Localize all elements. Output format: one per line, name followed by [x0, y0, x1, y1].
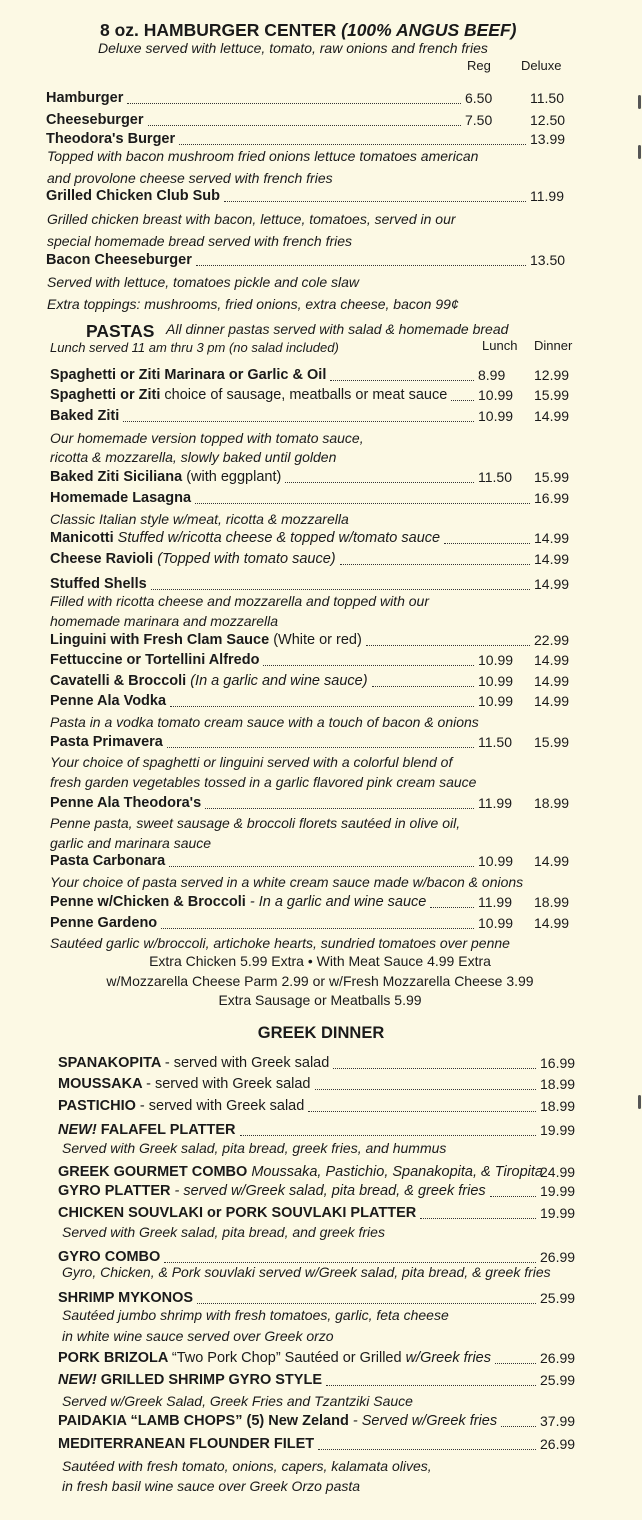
- pastas-item-row: [50, 632, 600, 652]
- pastas-item-description: fresh garden vegetables tossed in a garlic flavored pink cream sauce: [50, 774, 477, 790]
- pastas-price-2: 15.99: [534, 734, 570, 750]
- pastas-item-description: Filled with ricotta cheese and mozzarella and topped with our: [50, 593, 429, 609]
- pastas-item-row: [50, 734, 600, 754]
- greek-item-name: [58, 1372, 322, 1388]
- greek-item-name: [58, 1098, 304, 1114]
- dotted-leader: [285, 482, 474, 483]
- hamburger-title-emphasis: (100% ANGUS BEEF): [341, 20, 517, 40]
- dotted-leader: [366, 645, 530, 646]
- pastas-price-1: 10.99: [478, 853, 514, 869]
- pastas-item-name: [50, 367, 326, 383]
- hamburger-item-title: Theodora's Burger: [46, 131, 176, 147]
- pastas-price-2: 12.99: [534, 367, 570, 383]
- greek-item-name: [58, 1350, 491, 1366]
- dotted-leader: [326, 1385, 536, 1386]
- greek-item-description: Gyro, Chicken, & Pork souvlaki served w/Greek salad, pita bread, & greek fries: [62, 1264, 551, 1280]
- greek-item-row: [58, 1436, 600, 1456]
- hamburger-subtitle: Deluxe served with lettuce, tomato, raw onions and french fries: [98, 40, 488, 56]
- pastas-item-detail: (In a garlic and wine sauce): [190, 673, 368, 689]
- greek-item-title: MOUSSAKA: [58, 1076, 143, 1092]
- dotted-leader: [161, 928, 474, 929]
- greek-item-row: [58, 1122, 600, 1142]
- dotted-leader: [205, 808, 474, 809]
- dotted-leader: [495, 1363, 536, 1364]
- pastas-item-title: Pasta Primavera: [50, 734, 163, 750]
- pastas-item-row: [50, 853, 600, 873]
- pastas-item-name: [50, 693, 166, 709]
- pastas-item-description: Pasta in a vodka tomato cream sauce with a touch of bacon & onions: [50, 714, 479, 730]
- pastas-price-2: 14.99: [534, 408, 570, 424]
- pastas-price-1: 10.99: [478, 915, 514, 931]
- pastas-col-dinner: Dinner: [534, 338, 573, 353]
- greek-item-title: PORK BRIZOLA: [58, 1350, 168, 1366]
- hamburger-item-title: Cheeseburger: [46, 112, 144, 128]
- greek-item-description: in fresh basil wine sauce over Greek Orzo pasta: [62, 1478, 361, 1494]
- pastas-item-detail: (Topped with tomato sauce): [157, 551, 336, 567]
- hamburger-price-1: 6.50: [465, 90, 493, 106]
- pastas-item-name: [50, 551, 336, 567]
- pastas-price-2: 14.99: [534, 693, 570, 709]
- pastas-item-description: Your choice of spaghetti or linguini served with a colorful blend of: [50, 754, 453, 770]
- pastas-item-row: [50, 367, 600, 387]
- greek-item-description: in white wine sauce served over Greek orzo: [62, 1328, 334, 1344]
- scan-edge-mark: [638, 95, 641, 109]
- greek-item-description: Served with Greek salad, pita bread, greek fries, and hummus: [62, 1140, 447, 1156]
- greek-item-description: Served with Greek salad, pita bread, and greek fries: [62, 1224, 385, 1240]
- pastas-price-2: 15.99: [534, 387, 570, 403]
- pastas-item-title: Penne w/Chicken & Broccoli: [50, 894, 246, 910]
- pastas-item-name: [50, 915, 157, 931]
- hamburger-col-deluxe: Deluxe: [521, 58, 562, 73]
- pastas-item-description: Our homemade version topped with tomato sauce,: [50, 430, 364, 446]
- dotted-leader: [164, 1262, 536, 1263]
- pastas-price-2: 14.99: [534, 652, 570, 668]
- greek-price-2: 19.99: [540, 1183, 576, 1199]
- dotted-leader: [240, 1135, 537, 1136]
- dotted-leader: [197, 1303, 536, 1304]
- pastas-item-name: [50, 894, 426, 910]
- greek-price-2: 16.99: [540, 1055, 576, 1071]
- hamburger-item-description: Topped with bacon mushroom fried onions lettuce tomatoes american: [47, 148, 479, 164]
- pastas-item-row: [50, 408, 600, 428]
- hamburger-item-name: [46, 90, 123, 106]
- greek-item-title: SHRIMP MYKONOS: [58, 1290, 194, 1306]
- dotted-leader: [167, 747, 474, 748]
- pastas-item-description: Your choice of pasta served in a white cream sauce made w/bacon & onions: [50, 874, 524, 890]
- dotted-leader: [127, 103, 461, 104]
- greek-price-2: 37.99: [540, 1413, 576, 1429]
- pastas-item-title: Baked Ziti: [50, 408, 120, 424]
- dotted-leader: [340, 564, 530, 565]
- pastas-price-1: 10.99: [478, 387, 514, 403]
- pastas-item-title: Spaghetti or Ziti Marinara or Garlic & Oil: [50, 367, 327, 383]
- greek-price-2: 18.99: [540, 1076, 576, 1092]
- pastas-item-row: [50, 795, 600, 815]
- pastas-price-1: 8.99: [478, 367, 506, 383]
- greek-item-row: [58, 1205, 600, 1225]
- greek-item-detail: “Two Pork Chop” Sautéed or Grilled: [171, 1350, 402, 1366]
- pastas-item-name: [50, 469, 281, 485]
- hamburger-price-2: 11.50: [530, 90, 564, 106]
- pastas-price-1: 11.99: [478, 894, 512, 910]
- hamburger-item-description: Extra toppings: mushrooms, fried onions, extra cheese, bacon 99¢: [47, 296, 459, 312]
- dotted-leader: [224, 201, 526, 202]
- hamburger-item-row: [46, 252, 600, 272]
- hamburger-item-row: [46, 112, 600, 132]
- greek-item-detail: - served with Greek salad: [164, 1055, 330, 1071]
- pastas-item-description: Sautéed garlic w/broccoli, artichoke hearts, sundried tomatoes over penne: [50, 935, 510, 951]
- pastas-item-title: Baked Ziti Siciliana: [50, 469, 183, 485]
- dotted-leader: [263, 665, 474, 666]
- dotted-leader: [315, 1089, 537, 1090]
- greek-item-name: [58, 1413, 497, 1429]
- pastas-item-detail: - In a garlic and wine sauce: [249, 894, 427, 910]
- pastas-item-name: [50, 408, 119, 424]
- greek-item-row: [58, 1164, 600, 1184]
- dotted-leader: [179, 144, 526, 145]
- hamburger-price-2: 12.50: [530, 112, 566, 128]
- greek-price-2: 19.99: [540, 1122, 576, 1138]
- greek-item-title: SPANAKOPITA: [58, 1055, 161, 1071]
- greek-section-title: GREEK DINNER: [257, 1024, 385, 1042]
- pastas-item-title: Penne Ala Theodora's: [50, 795, 202, 811]
- pastas-item-row: [50, 551, 600, 571]
- greek-item-title: CHICKEN SOUVLAKI or PORK SOUVLAKI PLATTER: [58, 1205, 417, 1221]
- greek-item-name: [58, 1076, 311, 1092]
- greek-item-title: PASTICHIO: [58, 1098, 136, 1114]
- pastas-item-name: [50, 576, 147, 592]
- hamburger-price-2: 11.99: [530, 188, 564, 204]
- greek-item-row: [58, 1372, 600, 1392]
- pastas-item-title: Pasta Carbonara: [50, 853, 166, 869]
- pastas-item-row: [50, 673, 600, 693]
- greek-item-row: [58, 1055, 600, 1075]
- pastas-col-lunch: Lunch: [482, 338, 518, 353]
- pastas-price-2: 18.99: [534, 894, 570, 910]
- greek-item-name: [58, 1183, 486, 1199]
- hamburger-col-reg: Reg: [467, 58, 491, 73]
- pastas-item-name: [50, 853, 165, 869]
- dotted-leader: [490, 1196, 536, 1197]
- pastas-extras-line: w/Mozzarella Cheese Parm 2.99 or w/Fresh Mozzarella Cheese 3.99: [106, 973, 534, 989]
- pastas-item-row: [50, 469, 600, 489]
- hamburger-item-name: [46, 188, 220, 204]
- greek-item-name: [58, 1205, 416, 1221]
- hamburger-price-2: 13.99: [530, 131, 566, 147]
- greek-item-detail: - served with Greek salad: [139, 1098, 305, 1114]
- greek-item-title: GYRO COMBO: [58, 1249, 161, 1265]
- pastas-price-1: 10.99: [478, 673, 514, 689]
- pastas-price-1: 11.50: [478, 734, 512, 750]
- pastas-item-description: garlic and marinara sauce: [50, 835, 212, 851]
- dotted-leader: [170, 706, 474, 707]
- greek-item-name: [58, 1122, 236, 1138]
- pastas-price-2: 14.99: [534, 673, 570, 689]
- greek-item-name: [58, 1164, 543, 1180]
- pastas-item-detail: Stuffed w/ricotta cheese & topped w/tomato sauce: [117, 530, 441, 546]
- pastas-price-2: 16.99: [534, 490, 570, 506]
- pastas-item-detail: (with eggplant): [186, 469, 282, 485]
- pastas-item-title: Homemade Lasagna: [50, 490, 192, 506]
- dotted-leader: [196, 265, 526, 266]
- scan-edge-mark: [638, 1095, 641, 1109]
- pastas-price-1: 10.99: [478, 408, 514, 424]
- new-badge: NEW!: [58, 1122, 97, 1138]
- pastas-item-description: ricotta & mozzarella, slowly baked until golden: [50, 449, 337, 465]
- hamburger-section-title: [100, 20, 517, 41]
- pastas-title-text: PASTAS: [86, 321, 155, 341]
- dotted-leader: [501, 1426, 536, 1427]
- hamburger-item-name: [46, 112, 144, 128]
- greek-item-row: [58, 1098, 600, 1118]
- hamburger-item-description: and provolone cheese served with french fries: [47, 170, 333, 186]
- pastas-item-name: [50, 530, 440, 546]
- greek-item-detail: - Served w/Greek fries: [352, 1413, 498, 1429]
- greek-item-description: Sautéed with fresh tomato, onions, capers, kalamata olives,: [62, 1458, 432, 1474]
- scan-edge-mark: [638, 145, 641, 159]
- greek-item-row: [58, 1413, 600, 1433]
- dotted-leader: [123, 421, 474, 422]
- greek-price-2: 26.99: [540, 1436, 576, 1452]
- greek-item-title: GREEK GOURMET COMBO: [58, 1164, 248, 1180]
- pastas-item-description: Classic Italian style w/meat, ricotta & mozzarella: [50, 511, 349, 527]
- pastas-item-title: Cheese Ravioli: [50, 551, 154, 567]
- pastas-item-detail: choice of sausage, meatballs or meat sauce: [164, 387, 448, 403]
- new-badge: NEW!: [58, 1372, 97, 1388]
- hamburger-item-title: Hamburger: [46, 90, 124, 106]
- dotted-leader: [330, 380, 474, 381]
- pastas-item-row: [50, 693, 600, 713]
- greek-price-2: 25.99: [540, 1290, 576, 1306]
- greek-item-title: PAIDAKIA “LAMB CHOPS” (5) New Zeland: [58, 1413, 349, 1429]
- hamburger-item-title: Bacon Cheeseburger: [46, 252, 192, 268]
- greek-price-2: 26.99: [540, 1350, 576, 1366]
- dotted-leader: [420, 1218, 536, 1219]
- pastas-item-title: Cavatelli & Broccoli: [50, 673, 187, 689]
- pastas-extras-line: Extra Chicken 5.99 Extra • With Meat Sauce 4.99 Extra: [149, 953, 491, 969]
- greek-item-title: MEDITERRANEAN FLOUNDER FILET: [58, 1436, 315, 1452]
- pastas-item-row: [50, 915, 600, 935]
- hamburger-item-description: Grilled chicken breast with bacon, lettuce, tomatoes, served in our: [47, 211, 456, 227]
- dotted-leader: [430, 907, 474, 908]
- greek-item-row: [58, 1076, 600, 1096]
- pastas-item-name: [50, 795, 201, 811]
- pastas-price-2: 14.99: [534, 853, 570, 869]
- dotted-leader: [151, 589, 530, 590]
- pastas-section-title: [86, 321, 154, 342]
- hamburger-price-2: 13.50: [530, 252, 566, 268]
- pastas-item-title: Linguini with Fresh Clam Sauce: [50, 632, 270, 648]
- pastas-price-2: 14.99: [534, 551, 570, 567]
- pastas-item-row: [50, 490, 600, 510]
- greek-item-name: [58, 1290, 193, 1306]
- greek-item-description: Served w/Greek Salad, Greek Fries and Tzantziki Sauce: [62, 1393, 413, 1409]
- dotted-leader: [318, 1449, 536, 1450]
- pastas-item-description: Penne pasta, sweet sausage & broccoli florets sautéed in olive oil,: [50, 815, 461, 831]
- hamburger-item-description: Served with lettuce, tomatoes pickle and cole slaw: [47, 274, 360, 290]
- pastas-item-name: [50, 673, 368, 689]
- pastas-price-1: 10.99: [478, 693, 514, 709]
- pastas-item-title: Penne Ala Vodka: [50, 693, 167, 709]
- dotted-leader: [148, 125, 461, 126]
- greek-item-name: [58, 1249, 160, 1265]
- dotted-leader: [308, 1111, 536, 1112]
- greek-item-title: GYRO PLATTER: [58, 1183, 171, 1199]
- greek-price-2: 19.99: [540, 1205, 576, 1221]
- hamburger-item-description: special homemade bread served with french fries: [47, 233, 353, 249]
- hamburger-item-title: Grilled Chicken Club Sub: [46, 188, 221, 204]
- pastas-item-row: [50, 387, 600, 407]
- pastas-item-name: [50, 734, 163, 750]
- pastas-price-1: 11.50: [478, 469, 512, 485]
- dotted-leader: [372, 686, 474, 687]
- hamburger-item-row: [46, 188, 600, 208]
- dotted-leader: [195, 503, 530, 504]
- greek-item-name: [58, 1055, 329, 1071]
- pastas-extras-line: Extra Sausage or Meatballs 5.99: [218, 992, 422, 1008]
- pastas-item-name: [50, 490, 191, 506]
- pastas-item-title: Stuffed Shells: [50, 576, 147, 592]
- greek-item-detail: - served w/Greek salad, pita bread, & greek fries: [174, 1183, 486, 1199]
- greek-item-row: [58, 1350, 600, 1370]
- pastas-item-name: [50, 632, 362, 648]
- pastas-price-2: 15.99: [534, 469, 570, 485]
- pastas-price-2: 18.99: [534, 795, 570, 811]
- greek-price-2: 18.99: [540, 1098, 576, 1114]
- greek-item-name: [58, 1436, 314, 1452]
- dotted-leader: [444, 543, 530, 544]
- greek-item-detail-note: w/Greek fries: [405, 1350, 491, 1366]
- pastas-price-2: 22.99: [534, 632, 570, 648]
- hamburger-title-text: 8 oz. HAMBURGER CENTER: [100, 20, 337, 40]
- greek-item-row: [58, 1183, 600, 1203]
- hamburger-item-name: [46, 131, 175, 147]
- hamburger-price-1: 7.50: [465, 112, 493, 128]
- greek-price-2: 25.99: [540, 1372, 576, 1388]
- dotted-leader: [451, 400, 474, 401]
- pastas-price-1: 10.99: [478, 652, 514, 668]
- pastas-item-detail: (White or red): [273, 632, 362, 648]
- greek-price-2: 24.99: [540, 1164, 576, 1180]
- pastas-price-2: 14.99: [534, 530, 570, 546]
- pastas-lunch-note: Lunch served 11 am thru 3 pm (no salad included): [50, 340, 339, 355]
- pastas-price-2: 14.99: [534, 915, 570, 931]
- hamburger-item-row: [46, 90, 600, 110]
- pastas-item-name: [50, 387, 447, 403]
- greek-item-detail: Moussakа, Pastichio, Spanakopita, & Tiropita: [251, 1164, 543, 1180]
- pastas-price-2: 14.99: [534, 576, 570, 592]
- dotted-leader: [169, 866, 474, 867]
- pastas-item-title: Fettuccine or Tortellini Alfredo: [50, 652, 260, 668]
- pastas-item-row: [50, 652, 600, 672]
- pastas-price-1: 11.99: [478, 795, 512, 811]
- hamburger-item-name: [46, 252, 192, 268]
- pastas-item-row: [50, 894, 600, 914]
- greek-item-detail: - served with Greek salad: [146, 1076, 311, 1092]
- pastas-item-title: Spaghetti or Ziti: [50, 387, 161, 403]
- greek-item-title: GRILLED SHRIMP GYRO STYLE: [100, 1372, 322, 1388]
- pastas-subtitle: All dinner pastas served with salad & homemade bread: [166, 321, 509, 337]
- pastas-item-title: Manicotti: [50, 530, 114, 546]
- greek-item-description: Sautéed jumbo shrimp with fresh tomatoes, garlic, feta cheese: [62, 1307, 449, 1323]
- dotted-leader: [333, 1068, 536, 1069]
- pastas-item-title: Penne Gardeno: [50, 915, 158, 931]
- pastas-item-row: [50, 530, 600, 550]
- pastas-item-name: [50, 652, 259, 668]
- greek-item-title: FALAFEL PLATTER: [100, 1122, 236, 1138]
- pastas-item-description: homemade marinara and mozzarella: [50, 613, 278, 629]
- greek-price-2: 26.99: [540, 1249, 576, 1265]
